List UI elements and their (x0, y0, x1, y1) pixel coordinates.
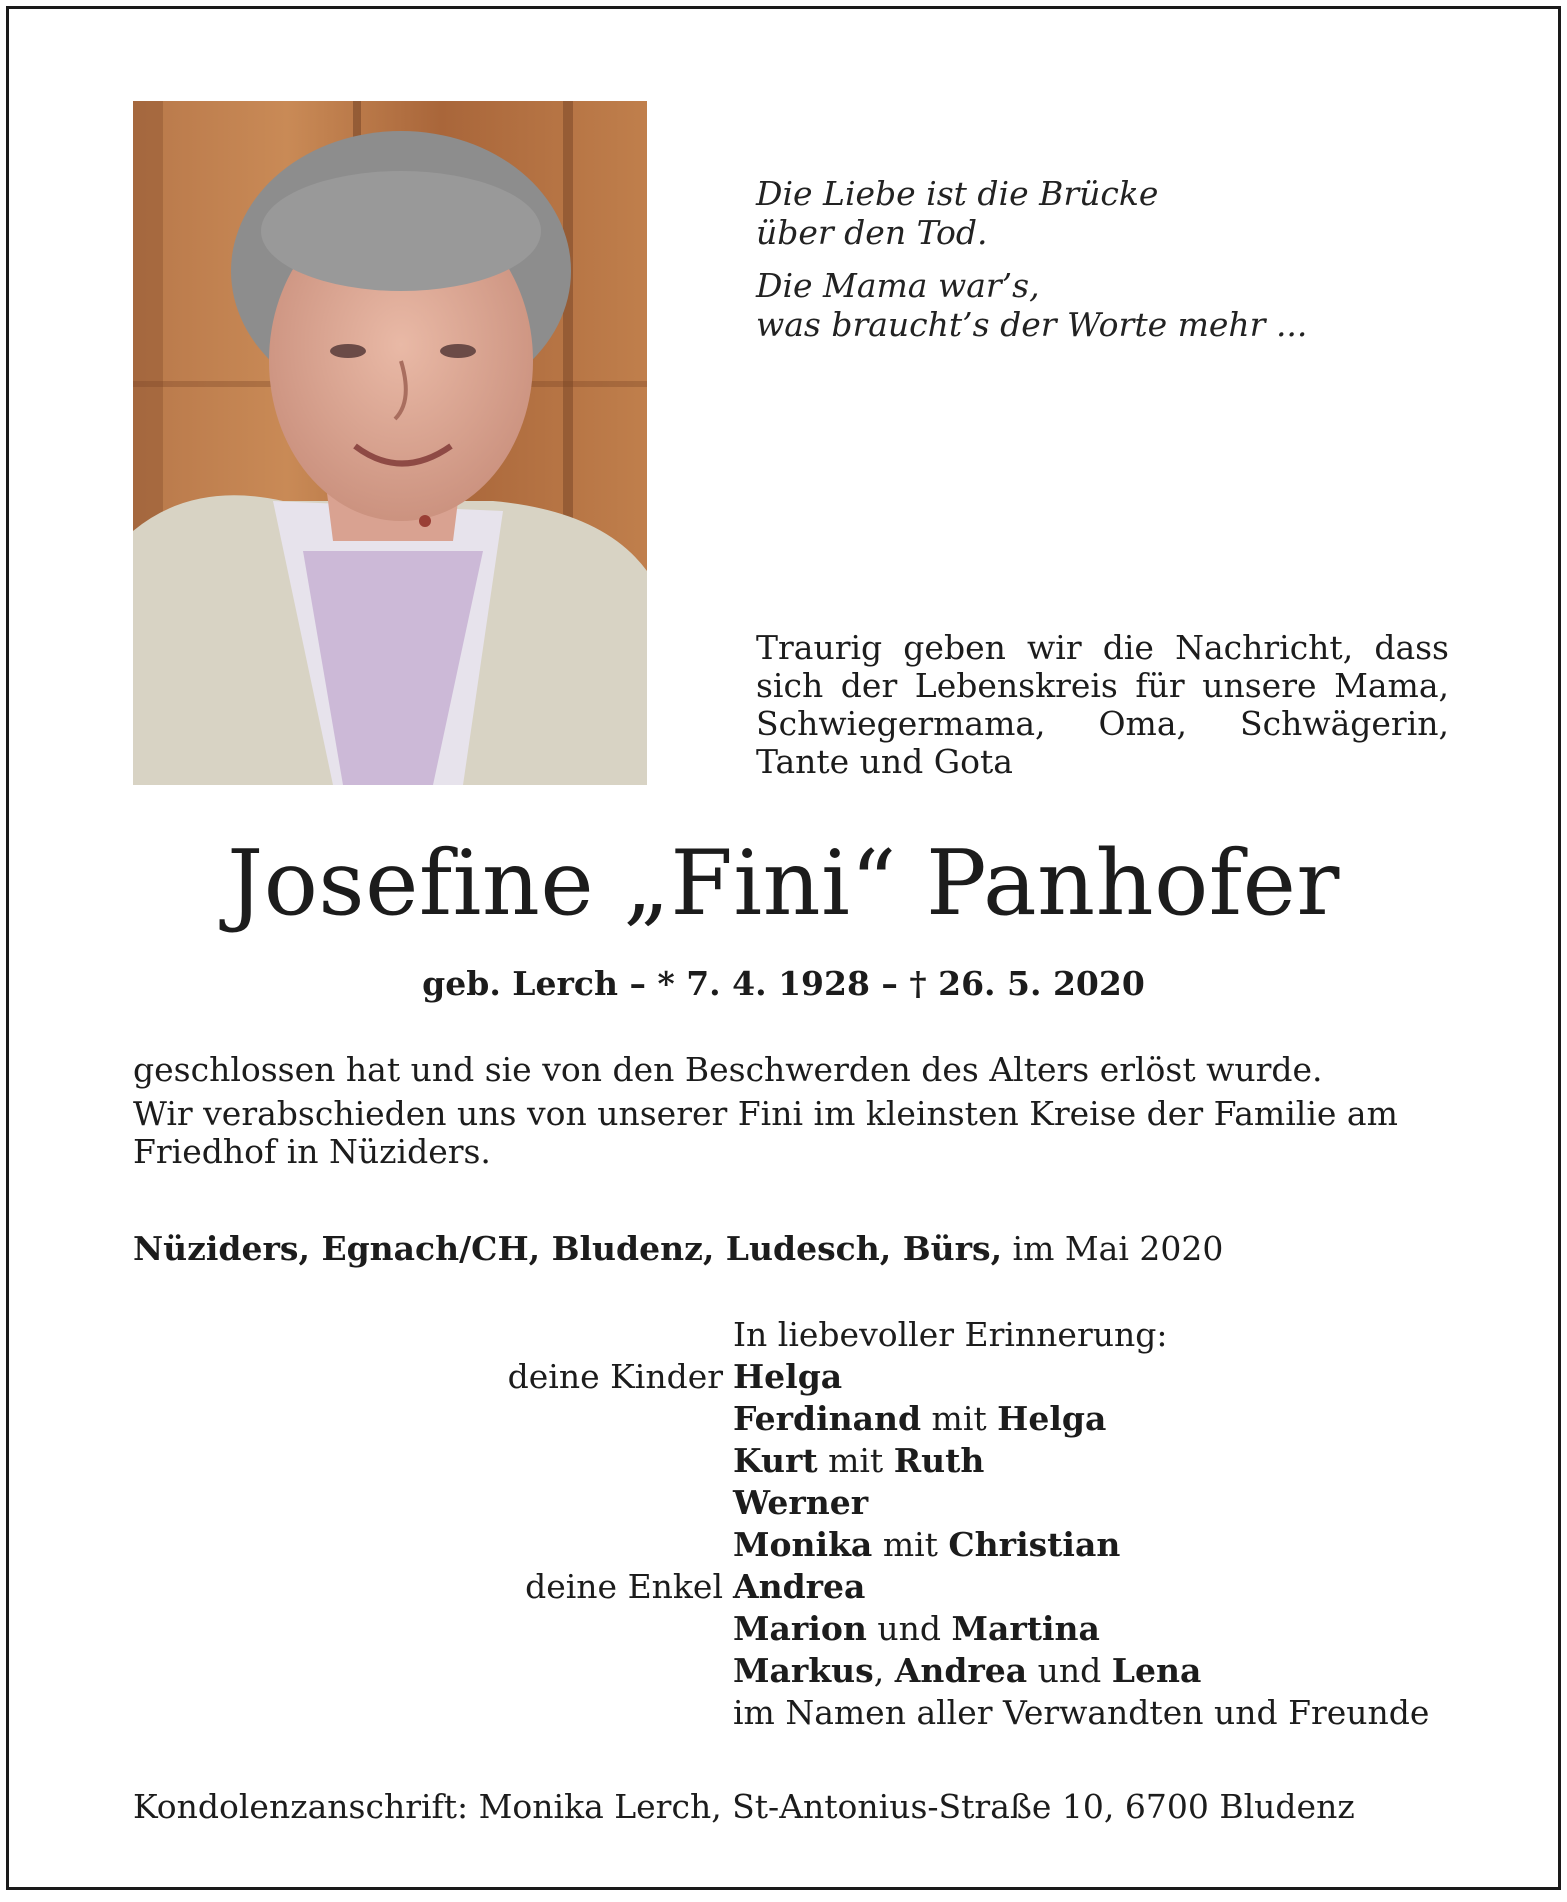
grandchildren-row (133, 1650, 1451, 1692)
body-line: Wir verabschieden uns von unserer Fini im kleinsten Kreise der Familie am (133, 1094, 1398, 1133)
family-member-entry (733, 1482, 1451, 1524)
children-row (133, 1524, 1451, 1566)
family-member-name: Marion (733, 1609, 867, 1648)
obituary-page (6, 6, 1561, 1890)
family-member-entry (733, 1398, 1451, 1440)
family-member-name: Christian (948, 1525, 1121, 1564)
family-member-entry (733, 1524, 1451, 1566)
children-row (133, 1440, 1451, 1482)
connector-text: mit (872, 1525, 949, 1564)
quote-line: Die Liebe ist die Brücke (756, 174, 1159, 213)
family-member-name: Helga (733, 1357, 843, 1396)
family-member-name: Martina (951, 1609, 1100, 1648)
family-member-name: Andrea (894, 1651, 1028, 1690)
family-member-entry (733, 1650, 1451, 1692)
family-member-entry (733, 1356, 1451, 1398)
condolence-address: Kondolenzanschrift: Monika Lerch, St-Antonius-Straße 10, 6700 Bludenz (133, 1787, 1355, 1826)
connector-text: mit (921, 1399, 998, 1438)
body-paragraph (133, 1051, 1451, 1089)
children-label: deine Kinder (507, 1357, 723, 1396)
family-member-name: Andrea (733, 1567, 866, 1606)
children-row (133, 1482, 1451, 1524)
family-heading: In liebevoller Erinnerung: (733, 1315, 1168, 1354)
closing-text: im Namen aller Verwandten und Freunde (733, 1693, 1430, 1732)
family-member-name: Helga (997, 1399, 1107, 1438)
family-member-name: Monika (733, 1525, 873, 1564)
memorial-quote (756, 174, 1456, 358)
body-paragraph (133, 1095, 1451, 1171)
connector-text: , (873, 1651, 895, 1690)
body-line: geschlossen hat und sie von den Beschwerden des Alters erlöst wurde. (133, 1050, 1323, 1089)
family-member-name: Ferdinand (733, 1399, 922, 1438)
intro-line: sich der Lebenskreis für unsere Mama, (756, 666, 1449, 705)
intro-line: Tante und Gota (756, 742, 1013, 781)
intro-line: Schwiegermama, Oma, Schwägerin, (756, 704, 1449, 743)
quote-line: Die Mama war’s, (756, 266, 1040, 305)
family-member-entry (733, 1608, 1451, 1650)
children-row (133, 1356, 1451, 1398)
places-list: Nüziders, Egnach/CH, Bludenz, Ludesch, Bürs, (133, 1229, 1003, 1268)
family-heading-row (133, 1314, 1451, 1356)
portrait-photo (133, 101, 647, 785)
announcement-body (133, 1051, 1451, 1177)
month-year: im Mai 2020 (1002, 1229, 1224, 1268)
life-dates: geb. Lerch – * 7. 4. 1928 – † 26. 5. 2020 (422, 964, 1145, 1003)
quote-line: was braucht’s der Worte mehr ... (756, 305, 1308, 344)
connector-text: und (866, 1609, 952, 1648)
quote-line: über den Tod. (756, 213, 988, 252)
connector-text: mit (817, 1441, 894, 1480)
family-list (133, 1314, 1451, 1734)
quote-stanza-1 (756, 174, 1456, 252)
family-member-name: Ruth (893, 1441, 985, 1480)
family-member-name: Werner (733, 1483, 869, 1522)
places-and-date (133, 1229, 1223, 1269)
portrait-image (133, 101, 647, 785)
closing-row (133, 1692, 1451, 1734)
grandchildren-label: deine Enkel (525, 1567, 723, 1606)
body-line: Friedhof in Nüziders. (133, 1132, 491, 1171)
grandchildren-row (133, 1566, 1451, 1608)
grandchildren-row (133, 1608, 1451, 1650)
quote-stanza-2 (756, 266, 1456, 344)
family-member-name: Kurt (733, 1441, 818, 1480)
family-member-entry (733, 1566, 1451, 1608)
deceased-name: Josefine „Fini“ Panhofer (227, 831, 1340, 936)
connector-text: und (1027, 1651, 1112, 1690)
family-member-entry (733, 1440, 1451, 1482)
intro-line: Traurig geben wir die Nachricht, dass (756, 628, 1449, 667)
announcement-intro (756, 629, 1449, 781)
children-row (133, 1398, 1451, 1440)
family-member-name: Markus (733, 1651, 874, 1690)
family-member-name: Lena (1111, 1651, 1202, 1690)
